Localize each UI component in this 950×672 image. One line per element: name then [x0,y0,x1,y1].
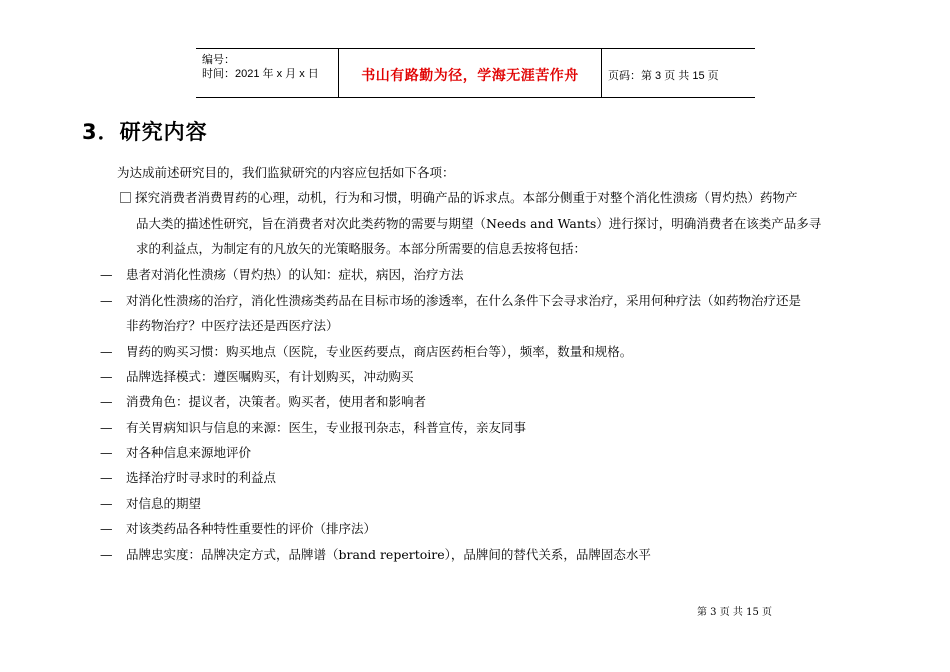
list-item: 对信息的期望 [126,496,202,511]
bullet-dash: — [100,344,113,359]
bullet-dash: — [100,267,113,282]
document-time-label: 时间：2021 年 x 月 x 日 [202,68,319,80]
list-item: 胃药的购买习惯：购买地点（医院，专业医药要点，商店医药柜台等），频率，数量和规格。 [126,344,633,359]
bullet-dash: — [100,394,113,409]
section-title: 3．研究内容 [82,120,208,144]
list-item-continued: 非药物治疗？中医疗法还是西医疗法） [126,318,339,333]
intro-text: 为达成前述研究目的，我们监狱研究的内容应包括如下各项： [117,165,455,180]
list-item: 品牌忠实度：品牌决定方式，品牌谱（brand repertoire），品牌间的替代关系，品牌固态水平 [126,547,651,562]
paragraph-line-text: 探究消费者消费胃药的心理，动机，行为和习惯，明确产品的诉求点。本部分侧重于对整个消化性溃疡（胃灼热）药物产 [135,190,798,205]
bullet-dash: — [100,420,113,435]
paragraph-line: 品大类的描述性研究，旨在消费者对次此类药物的需要与期望（Needs and Wants）进行探讨，明确消费者在该类产品多寻 [136,216,822,231]
list-item: 患者对消化性溃疡（胃灼热）的认知：症状，病因，治疗方法 [126,267,464,282]
document-header [196,48,755,98]
list-item: 有关胃病知识与信息的来源：医生，专业报刊杂志，科普宣传，亲友同事 [126,420,527,435]
bullet-dash: — [100,496,113,511]
footer-page-number: 第 3 页 共 15 页 [697,607,772,618]
paragraph-line: 求的利益点，为制定有的凡放矢的光策略服务。本部分所需要的信息丢按将包括： [136,241,587,256]
bullet-dash: — [100,369,113,384]
document-number-label: 编号： [202,54,235,66]
list-item: 对该类药品各种特性重要性的评价（排序法） [126,521,377,536]
header-motto-cell [339,49,602,97]
bullet-dash: — [100,521,113,536]
paragraph-line [120,190,798,206]
checkbox-icon [120,192,131,203]
list-item: 消费角色：提议者，决策者。购买者，使用者和影响者 [126,394,427,409]
list-item: 品牌选择模式：遵医嘱购买，有计划购买，冲动购买 [126,369,414,384]
list-item: 选择治疗时寻求时的利益点 [126,470,277,485]
bullet-dash: — [100,547,113,562]
bullet-dash: — [100,293,113,308]
header-info-cell [196,49,339,97]
header-page-number: 页码：第 3 页 共 15 页 [608,70,719,82]
header-page-cell [602,49,755,97]
list-item: 对各种信息来源地评价 [126,445,252,460]
bullet-dash: — [100,445,113,460]
list-item: 对消化性溃疡的治疗，消化性溃疡类药品在目标市场的渗透率，在什么条件下会寻求治疗，采用何种疗法（如药物治疗还是 [126,293,802,308]
header-motto: 书山有路勤为径，学海无涯苦作舟 [361,68,579,84]
bullet-dash: — [100,470,113,485]
